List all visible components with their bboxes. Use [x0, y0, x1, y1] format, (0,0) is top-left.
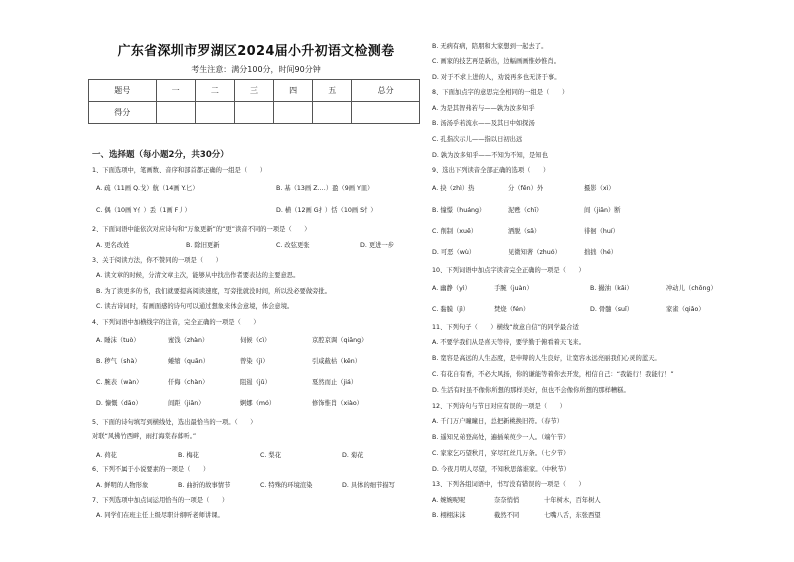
- option: B. 憧憬（huáng）: [432, 207, 486, 214]
- score-header-cell: 题号: [89, 80, 157, 102]
- option: 奈奈悄悄: [494, 497, 520, 504]
- option: C. 偶（10画 Y亻）丢（1画 F丿）: [96, 207, 191, 214]
- option: 分（fēn）外: [508, 185, 544, 192]
- score-table: [88, 79, 420, 124]
- question-text: 对联“风拂竹西畔，雨打海棠春暮听。”: [92, 433, 197, 440]
- exam-title: 广东省深圳市罗湖区2024届小升初语文检测卷: [117, 44, 395, 59]
- option: 戛然而止（jiá）: [312, 379, 358, 386]
- option: C. 腕表（wàn）: [96, 379, 143, 386]
- option: 间（jiān）断: [584, 207, 621, 214]
- option: A. 更名改姓: [96, 242, 130, 249]
- option-line: B. 遥知兄弟登高处，遍插茱萸少一人。（端午节）: [432, 434, 570, 441]
- option: C. 梨花: [260, 452, 281, 459]
- option: 京腔京调（qiāng）: [312, 337, 368, 344]
- option: B. 梅花: [178, 452, 199, 459]
- option: A. 抉（zhì）热: [432, 185, 475, 192]
- question-line: 13、下列各组词语中，书写没有错误的一项是（ ）: [432, 481, 585, 488]
- score-cell: [234, 102, 273, 124]
- option-line: B. 宽容是高远的人生态度，是申辩的人生良好，让宽容永远亮丽我们心灵的蓝天。: [432, 355, 661, 362]
- option-row: [96, 184, 373, 193]
- score-header-cell: 五: [313, 80, 352, 102]
- option-line: B. 无病有病，陪朋和大家想到一起去了。: [432, 43, 548, 50]
- option: 阻遏（jǔ）: [240, 379, 271, 386]
- score-cell: [313, 102, 352, 124]
- question-line: 1、下面选项中，笔画数、音序和部首都正确的一组是（ ）: [92, 167, 267, 174]
- option-line: C. 孔指次示儿——指以日初出远: [432, 136, 523, 143]
- option-line: B. 汤汤乎若流水——及其日中如探汤: [432, 120, 535, 127]
- question-line: 8、下面加点字的意思完全相同的一组是（ ）: [432, 89, 569, 96]
- option: 七嘴八舌，东张西望: [544, 512, 601, 519]
- option-line: A. 读文章的时候，分清文章主次，能够从中找出作者要表达的主要意思。: [96, 272, 300, 279]
- option: 冲动儿（chōng）: [666, 285, 717, 292]
- option: 蜷缩（quān）: [168, 358, 210, 365]
- option: A. 荷花: [96, 452, 117, 459]
- score-row-label: 得分: [89, 102, 157, 124]
- option-row: [96, 336, 367, 345]
- option-line: D. 今夜月明人尽望，不知秋思落谁家。（中秋节）: [432, 466, 570, 473]
- option: 手腕（juàn）: [494, 285, 533, 292]
- score-value-row: [89, 102, 420, 124]
- option: 十年树木，百年树人: [544, 497, 601, 504]
- score-cell: [274, 102, 313, 124]
- option-line: C. 家家乞巧望秋月，穿尽红丝几万条。（七夕节）: [432, 450, 570, 457]
- option: 蜜饯（zhàn）: [168, 337, 209, 344]
- section-heading: 一、选择题（每小题2分，共30分）: [92, 150, 229, 160]
- option-line: D. 生活有时虽不像你所想的那样美好，但也不会像你所想的那样糟糕。: [432, 387, 630, 394]
- question-line: 7、下列选项中加点词运用恰当的一项是（ ）: [92, 497, 229, 504]
- option: B. 曲折的故事情节: [178, 482, 231, 489]
- option: 仟侮（chàn）: [168, 379, 209, 386]
- option: 拙拙（hé）: [584, 249, 618, 256]
- option: A. 婉婉呢呢: [432, 497, 466, 504]
- option: C. 黏膜（jì）: [432, 306, 470, 313]
- option-line: D. 孰为汝多知乎——不知为不知，是知也: [432, 152, 548, 159]
- option: A. 睡沫（tuò）: [96, 337, 140, 344]
- option: C. 削制（xuē）: [432, 228, 478, 235]
- question-line: 2、下面词语中能依次对应诗句和“万象更新”的“更”读音不同的一项是（ ）: [92, 226, 311, 233]
- option: B. 基（13画 Z.…）盈（9画 Y皿）: [276, 185, 374, 192]
- question-line: 10、下列词语中加点字读音完全正确的一项是（ ）: [432, 267, 585, 274]
- score-header-row: [89, 80, 420, 102]
- score-cell: [352, 102, 420, 124]
- option: C. 特殊的环境渲染: [260, 482, 313, 489]
- option-row: [96, 378, 357, 387]
- score-header-cell: 总分: [352, 80, 420, 102]
- option-line: A. 同学们在班主任上级尽职计纲听老师讲课。: [96, 512, 224, 519]
- option: D. 慷慨（dāo）: [96, 400, 142, 407]
- option-row: [432, 305, 705, 314]
- option-row: [432, 496, 601, 505]
- score-header-cell: 二: [195, 80, 234, 102]
- option: A. 幽静（yì）: [432, 285, 471, 292]
- score-cell: [156, 102, 195, 124]
- option: D. 具体的细节描写: [342, 482, 395, 489]
- option-row: [432, 206, 621, 215]
- question-line: 4、下列词语中加横线字的注音，完全正确的一项是（ ）: [92, 319, 260, 326]
- option: 修饰惟肖（xiào）: [312, 400, 363, 407]
- option: D. 横（12画 G扌）恬（10画 S忄）: [276, 207, 377, 214]
- option: 曾染（jì）: [240, 358, 269, 365]
- option-line: A. 为是其智弗若与——孰为汝多知乎: [432, 105, 535, 112]
- option-row: [96, 451, 363, 460]
- option-row: [96, 399, 363, 408]
- option: B. 除旧更新: [186, 242, 220, 249]
- score-cell: [195, 102, 234, 124]
- score-header-cell: 四: [274, 80, 313, 102]
- option: D. 可恶（wù）: [432, 249, 476, 256]
- option-row: [432, 227, 619, 236]
- option: 见微知著（zhuó）: [508, 249, 561, 256]
- question-line: 6、下列不属于小说要素的一项是（ ）: [92, 466, 210, 473]
- option: 截然不同: [494, 512, 520, 519]
- option: B. 栩栩沫沫: [432, 512, 466, 519]
- question-line: 11、下列句子（ ）横线“故意自信”的同学最合适: [432, 324, 579, 331]
- option: 泥甦（chī）: [508, 207, 543, 214]
- option-row: [96, 357, 361, 366]
- option: 家雀（qiǎo）: [666, 306, 705, 313]
- option-row: [96, 206, 377, 215]
- option: A. 疏（11画 Q.戈）航（14画 Y.匕）: [96, 185, 199, 192]
- option: 摄影（xì）: [584, 185, 615, 192]
- option-line: D. 对于不求上进的人，劝说再多也无济于事。: [432, 74, 561, 81]
- option: D. 菊花: [342, 452, 364, 459]
- option: 伺候（cì）: [240, 337, 271, 344]
- option-line: A. 千门万户曈曈日，总把新桃换旧符。（春节）: [432, 418, 563, 425]
- option: 焚烧（fén）: [494, 306, 530, 313]
- option-row: [432, 511, 601, 520]
- option-line: A. 不要学我们从是喜天等待，要学勤于俯看着天飞来。: [432, 339, 586, 346]
- option: 洒脱（sǎ）: [508, 228, 541, 235]
- option: D. 更进一步: [360, 242, 395, 249]
- score-header-cell: 三: [234, 80, 273, 102]
- option: 间距（jiān）: [168, 400, 205, 407]
- question-line: 3、关于阅读方法，你不赞同的一项是（ ）: [92, 257, 222, 264]
- option: B. 撮油（kāi）: [590, 285, 633, 292]
- option-row: [96, 241, 394, 250]
- option: 徘徊（huí）: [584, 228, 619, 235]
- option-row: [96, 481, 395, 490]
- option: A. 鲜明的人物形象: [96, 482, 149, 489]
- option-row: [432, 184, 615, 193]
- question-line: 5、下面的诗句填写到横线处，选出最恰当的一项。（ ）: [92, 419, 257, 426]
- option: D. 骨髓（suǐ）: [590, 306, 634, 313]
- option: C. 改弦更张: [276, 242, 310, 249]
- option: 引咸截枯（kěn）: [312, 358, 362, 365]
- option: B. 秽气（shà）: [96, 358, 141, 365]
- question-line: 12、下列诗句与节日对应有误的一项是（ ）: [432, 403, 566, 410]
- option-row: [432, 284, 717, 293]
- option-line: B. 为了读更多的书，我们就要提高阅读速度，写旁批就没时间，所以没必要做旁批。: [96, 288, 332, 295]
- question-line: 9、选出下列读音全部正确的选项（ ）: [432, 167, 550, 174]
- option-line: C. 有花自有香，不必大风扬，你的谦能等着你去开发，相信自己：“我能行！我能行！”: [432, 371, 674, 378]
- score-header-cell: 一: [156, 80, 195, 102]
- exam-notice: 考生注意：满分100分，时间90分钟: [191, 65, 321, 74]
- option: 婀娜（mó）: [240, 400, 276, 407]
- option-row: [432, 248, 617, 257]
- option-line: C. 画家的技艺再是新出，边幅画画惟妙惟肖。: [432, 58, 561, 65]
- option-line: C. 读古诗词时，有画面感的诗句可以通过想象来体会意境，体会意境。: [96, 303, 294, 310]
